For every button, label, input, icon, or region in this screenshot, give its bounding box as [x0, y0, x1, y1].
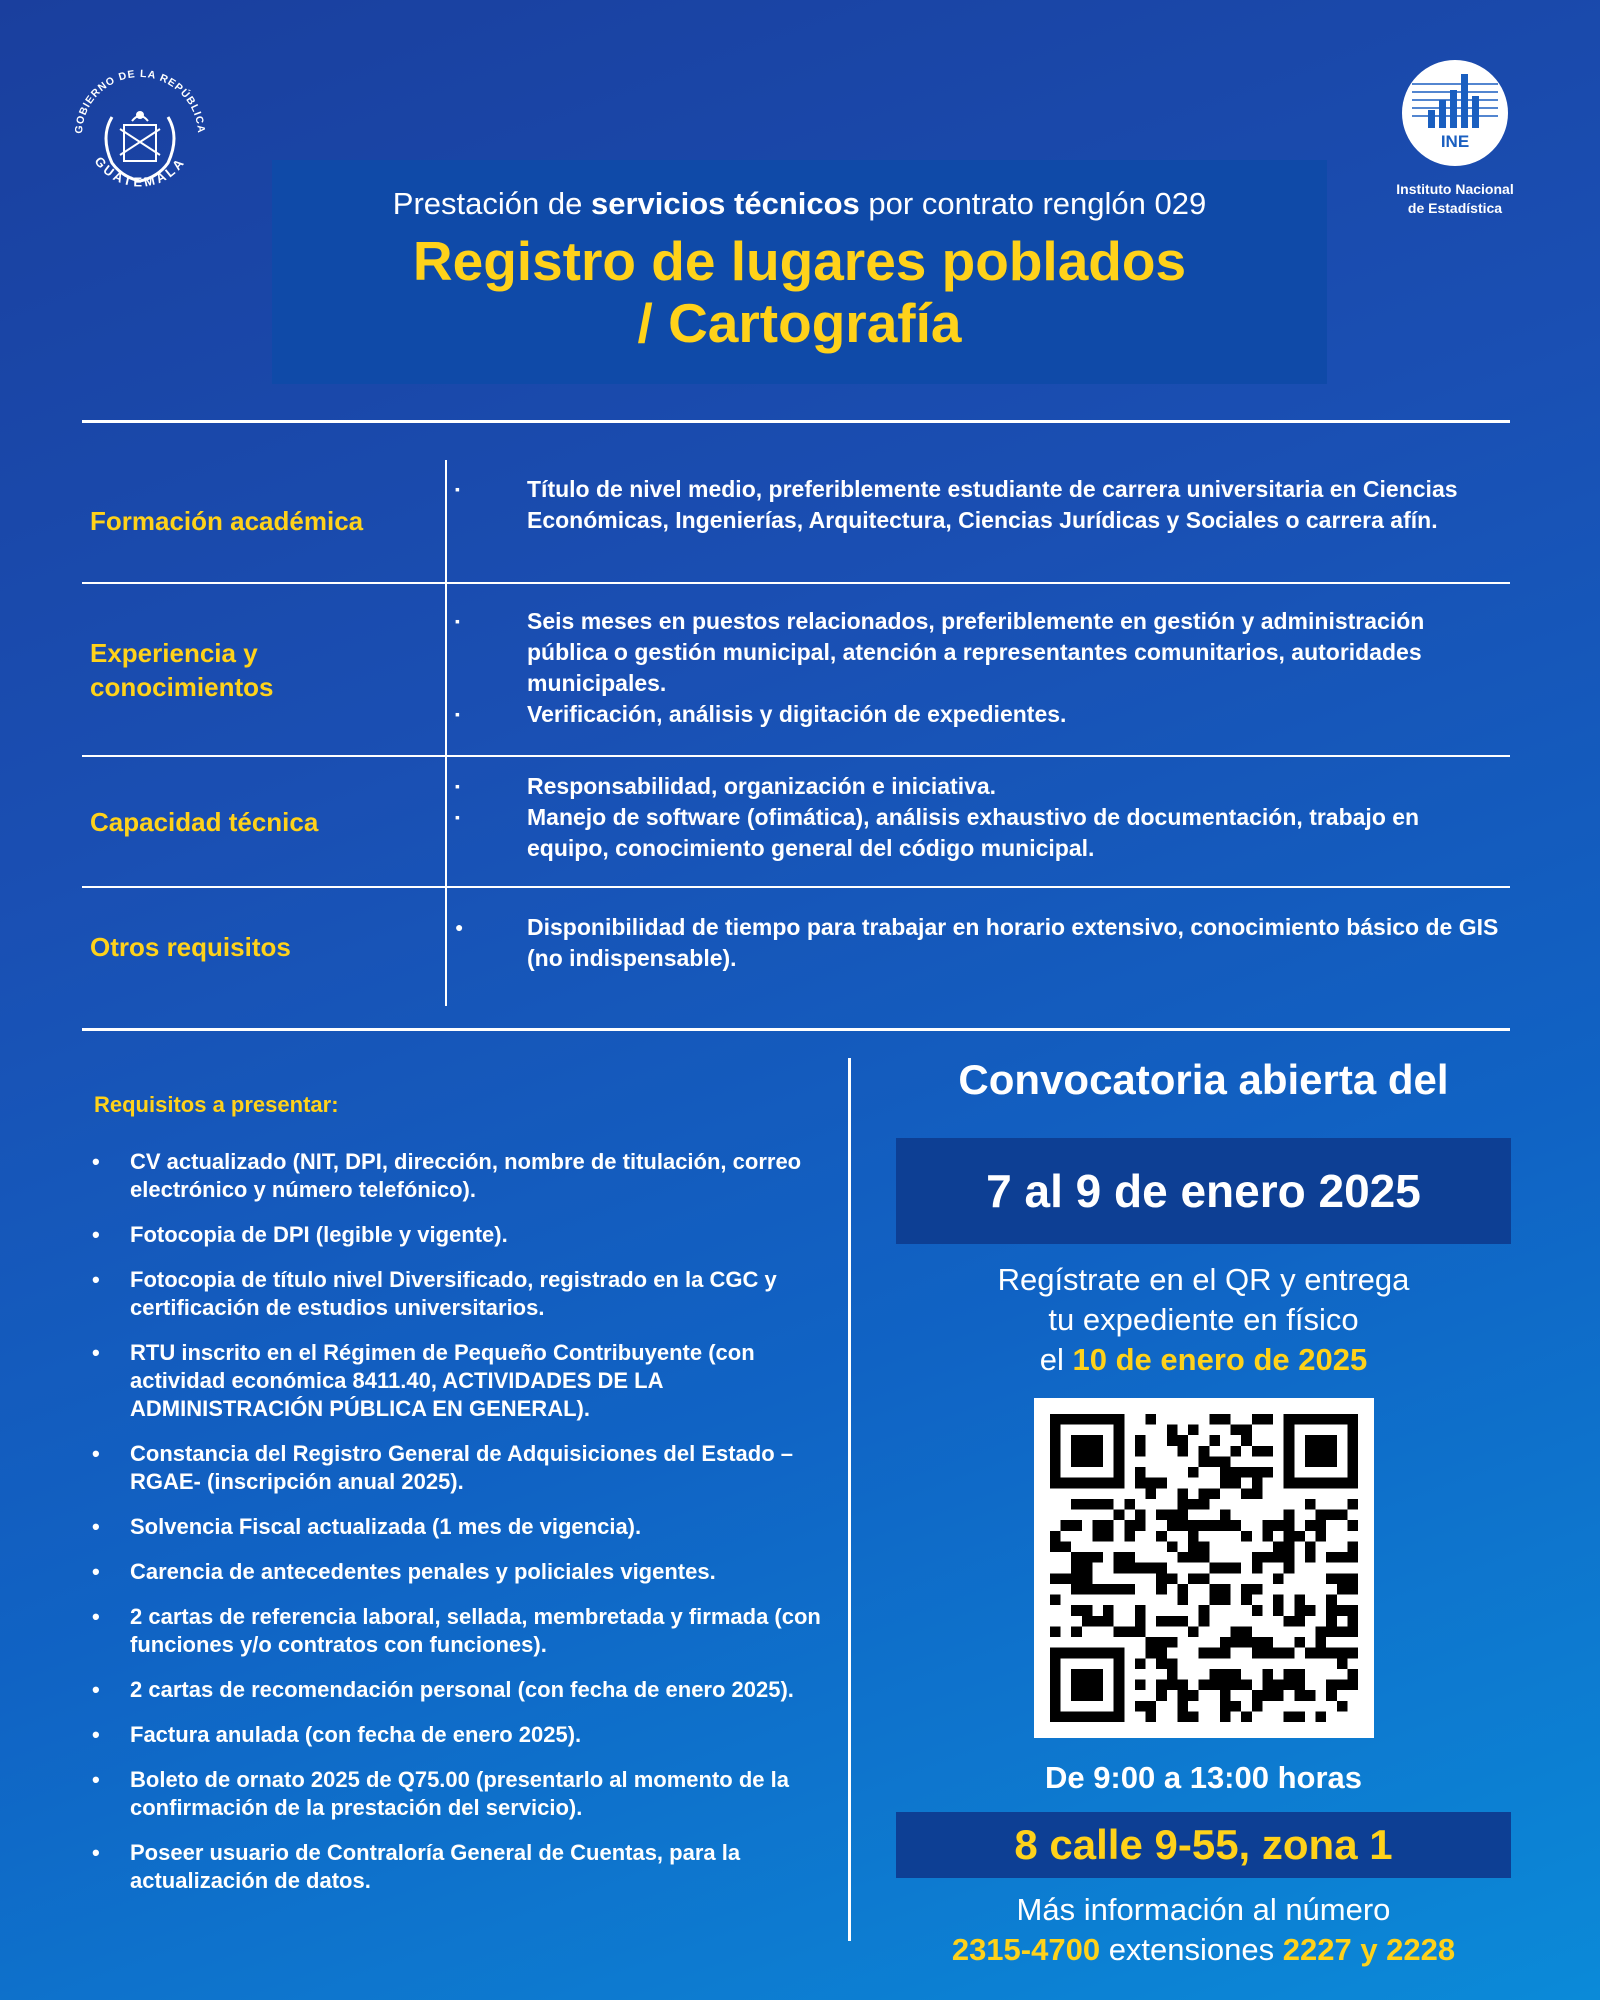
documents-title: Requisitos a presentar:	[94, 1092, 339, 1117]
document-text: Fotocopia de DPI (legible y vigente).	[130, 1222, 508, 1247]
ine-name-line2: de Estadística	[1407, 200, 1503, 216]
requirement-label: Capacidad técnica	[82, 757, 447, 886]
requirement-items	[447, 460, 1510, 582]
ine-abbr: INE	[1440, 132, 1470, 151]
document-text: RTU inscrito en el Régimen de Pequeño Contribuyente (con actividad económica 8411.40, ACTIVIDADES DE LA ADMINISTRACIÓN PÚBLICA EN GENERAL).	[130, 1340, 755, 1421]
subtitle-pre: Prestación de	[392, 186, 591, 221]
requirement-row	[82, 757, 1510, 888]
requirement-items	[447, 888, 1510, 1006]
requirement-label: Otros requisitos	[82, 888, 447, 1006]
requirement-row	[82, 460, 1510, 584]
documents-section	[92, 1092, 832, 1912]
seal-arc-bottom: GUATEMALA	[91, 153, 189, 190]
guatemala-seal-icon	[60, 55, 220, 215]
document-text: Solvencia Fiscal actualizada (1 mes de vigencia).	[130, 1514, 642, 1539]
bullet-icon: •	[92, 1767, 100, 1792]
bullet-icon: •	[92, 1840, 100, 1865]
phone-number: 2315-4700	[951, 1932, 1101, 1967]
document-item	[92, 1266, 832, 1322]
document-item	[92, 1603, 832, 1659]
document-text: Fotocopia de título nivel Diversificado, registrado en la CGC y certificación de estudios universitarios.	[130, 1267, 777, 1320]
register-line2: tu expediente en físico	[1048, 1302, 1359, 1337]
bullet-icon: •	[92, 1340, 100, 1365]
requirement-text: Manejo de software (ofimática), análisis exhaustivo de documentación, trabajo en equipo, conocimiento general del código municipal.	[527, 804, 1420, 861]
info-mid: extensiones	[1100, 1932, 1283, 1967]
title-line2: / Cartografía	[637, 292, 962, 354]
convocatoria-section	[896, 1050, 1511, 1970]
document-text: Poseer usuario de Contraloría General de Cuentas, para la actualización de datos.	[130, 1840, 741, 1893]
ine-logo	[1370, 60, 1540, 218]
info-line2	[896, 1930, 1511, 1970]
requirement-text: Verificación, análisis y digitación de expedientes.	[527, 701, 1067, 727]
info-line1: Más información al número	[1016, 1892, 1391, 1927]
round-bullet-icon: ●	[455, 919, 464, 935]
bullet-icon: •	[92, 1514, 100, 1539]
requirement-item	[447, 771, 1510, 802]
title-line1: Registro de lugares poblados	[412, 230, 1187, 292]
requirement-item	[447, 699, 1510, 730]
subtitle-bold: servicios técnicos	[590, 186, 860, 221]
svg-text:GUATEMALA	[92, 154, 189, 190]
register-line1: Regístrate en el QR y entrega	[997, 1262, 1410, 1297]
ine-logo-icon	[1402, 60, 1508, 166]
requirement-item	[447, 474, 1510, 536]
register-text	[896, 1260, 1511, 1380]
address-box: 8 calle 9-55, zona 1	[896, 1812, 1511, 1878]
document-item	[92, 1148, 832, 1204]
bullet-icon: •	[92, 1267, 100, 1292]
square-bullet-icon: ▪	[455, 809, 460, 825]
document-text: Factura anulada (con fecha de enero 2025).	[130, 1722, 582, 1747]
requirement-text: Seis meses en puestos relacionados, preferiblemente en gestión y administración pública o gestión municipal, atención a representantes comunitarios, autoridades municipales.	[527, 608, 1425, 696]
requirement-row	[82, 584, 1510, 757]
document-item	[92, 1221, 832, 1249]
square-bullet-icon: ▪	[455, 481, 460, 497]
square-bullet-icon: ▪	[455, 706, 460, 722]
document-text: Carencia de antecedentes penales y policiales vigentes.	[130, 1559, 716, 1584]
requirement-text: Título de nivel medio, preferiblemente estudiante de carrera universitaria en Ciencias Económicas, Ingenierías, Arquitectura, Ciencias Jurídicas y Sociales o carrera afín.	[527, 476, 1458, 533]
square-bullet-icon: ▪	[455, 778, 460, 794]
square-bullet-icon: ▪	[455, 613, 460, 629]
bullet-icon: •	[92, 1222, 100, 1247]
ine-name	[1370, 180, 1540, 218]
requirement-item	[447, 606, 1510, 699]
requirements-table	[82, 460, 1510, 1006]
document-item	[92, 1558, 832, 1586]
ine-name-line1: Instituto Nacional	[1396, 181, 1514, 197]
hours-text: De 9:00 a 13:00 horas	[1044, 1760, 1363, 1795]
document-item	[92, 1513, 832, 1541]
register-line3-pre: el	[1039, 1342, 1073, 1377]
delivery-date: 10 de enero de 2025	[1072, 1342, 1368, 1377]
bullet-icon: •	[92, 1441, 100, 1466]
convocatoria-title: Convocatoria abierta del	[958, 1056, 1449, 1103]
title-box	[272, 160, 1327, 384]
bullet-icon: •	[92, 1677, 100, 1702]
document-text: 2 cartas de recomendación personal (con fecha de enero 2025).	[130, 1677, 794, 1702]
requirement-items	[447, 757, 1510, 886]
requirement-items	[447, 584, 1510, 755]
bullet-icon: •	[92, 1559, 100, 1584]
documents-list	[92, 1148, 832, 1895]
document-text: 2 cartas de referencia laboral, sellada, membretada y firmada (con funciones y/o contratos con funciones).	[130, 1604, 821, 1657]
divider-bottom	[82, 1028, 1510, 1031]
extensions: 2227 y 2228	[1282, 1932, 1456, 1967]
register-line3	[896, 1340, 1511, 1380]
requirement-label: Experiencia y conocimientos	[82, 584, 447, 755]
vertical-divider	[848, 1058, 851, 1941]
qr-code-icon[interactable]	[1034, 1398, 1374, 1738]
requirement-item	[447, 912, 1510, 974]
requirement-text: Disponibilidad de tiempo para trabajar en horario extensivo, conocimiento básico de GIS (no indispensable).	[527, 914, 1499, 971]
document-text: Constancia del Registro General de Adquisiciones del Estado –RGAE- (inscripción anual 2025).	[130, 1441, 794, 1494]
subtitle-post: por contrato renglón 029	[859, 186, 1207, 221]
document-text: Boleto de ornato 2025 de Q75.00 (presentarlo al momento de la confirmación de la prestación del servicio).	[130, 1767, 789, 1820]
dates-box: 7 al 9 de enero 2025	[896, 1138, 1511, 1244]
page-title	[272, 230, 1327, 354]
divider-top	[82, 420, 1510, 423]
document-item	[92, 1440, 832, 1496]
requirement-row	[82, 888, 1510, 1006]
document-text: CV actualizado (NIT, DPI, dirección, nombre de titulación, correo electrónico y número telefónico).	[130, 1149, 802, 1202]
document-item	[92, 1721, 832, 1749]
document-item	[92, 1339, 832, 1423]
requirement-item	[447, 802, 1510, 864]
requirement-text: Responsabilidad, organización e iniciativa.	[527, 773, 997, 799]
document-item	[92, 1676, 832, 1704]
subtitle	[272, 184, 1327, 224]
document-item	[92, 1839, 832, 1895]
info-text	[896, 1890, 1511, 1970]
bullet-icon: •	[92, 1722, 100, 1747]
bullet-icon: •	[92, 1149, 100, 1174]
document-item	[92, 1766, 832, 1822]
bullet-icon: •	[92, 1604, 100, 1629]
requirement-label: Formación académica	[82, 460, 447, 582]
seal-arc-top: GOBIERNO DE LA REPÚBLICA	[72, 67, 208, 135]
